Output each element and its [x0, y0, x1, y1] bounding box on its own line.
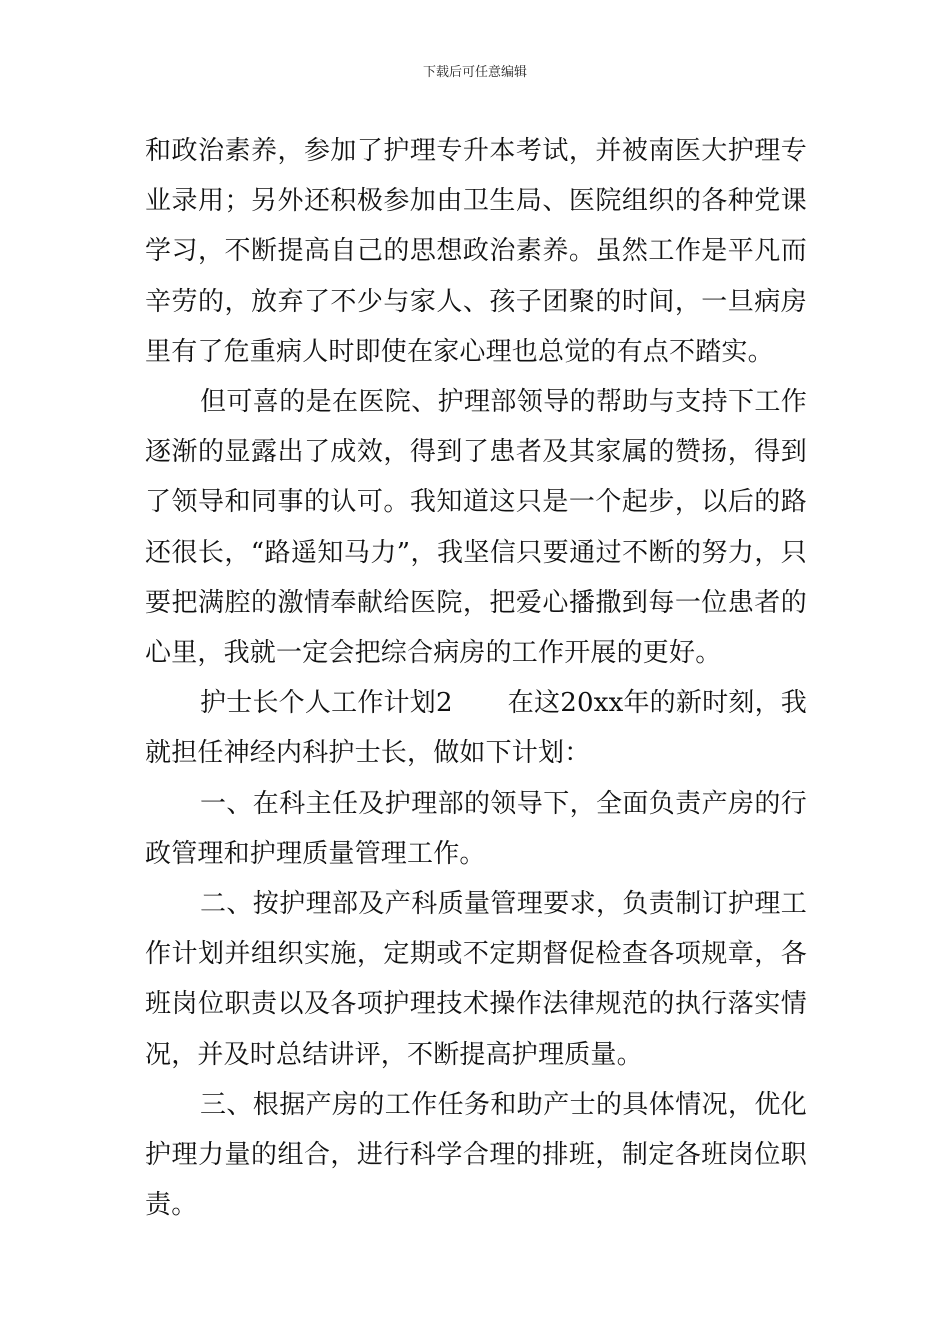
- page-header: 下载后可任意编辑: [422, 65, 527, 80]
- plan-intro-text: 在这20xx年的新时刻，我就担任神经内科护士长，做如下计划：: [145, 688, 807, 769]
- paragraph-item-two: 二、按护理部及产科质量管理要求，负责制订护理工作计划并组织实施，定期或不定期督促检查各项规章，各班岗位职责以及各项护理技术操作法律规范的执行落实情况，并及时总结讲评，不断提高护理质量。: [145, 889, 807, 1070]
- paragraph-item-three: 三、根据产房的工作任务和助产士的具体情况，优化护理力量的组合，进行科学合理的排班，制定各班岗位职责。: [145, 1089, 807, 1221]
- paragraph-continuation: 和政治素养，参加了护理专升本考试，并被南医大护理专业录用；另外还积极参加由卫生局、医院组织的各种党课学习，不断提高自己的思想政治素养。虽然工作是平凡而辛劳的，放弃了不少与家人、孩子团聚的时间，一旦病房里有了危重病人时即使在家心理也总觉的有点不踏实。: [145, 136, 807, 367]
- paragraph-progress: 但可喜的是在医院、护理部领导的帮助与支持下工作逐渐的显露出了成效，得到了患者及其家属的赞扬，得到了领导和同事的认可。我知道这只是一个起步，以后的路还很长，“路遥知马力”，我坚信只要通过不断的努力，只要把满腔的激情奉献给医院，把爱心播撒到每一位患者的心里，我就一定会把综合病房的工作开展的更好。: [145, 387, 807, 669]
- paragraph-plan-intro: [145, 678, 807, 778]
- plan-title: 护士长个人工作计划2: [200, 688, 453, 719]
- document-body: [145, 126, 807, 1230]
- paragraph-item-one: 一、在科主任及护理部的领导下，全面负责产房的行政管理和护理质量管理工作。: [145, 788, 807, 869]
